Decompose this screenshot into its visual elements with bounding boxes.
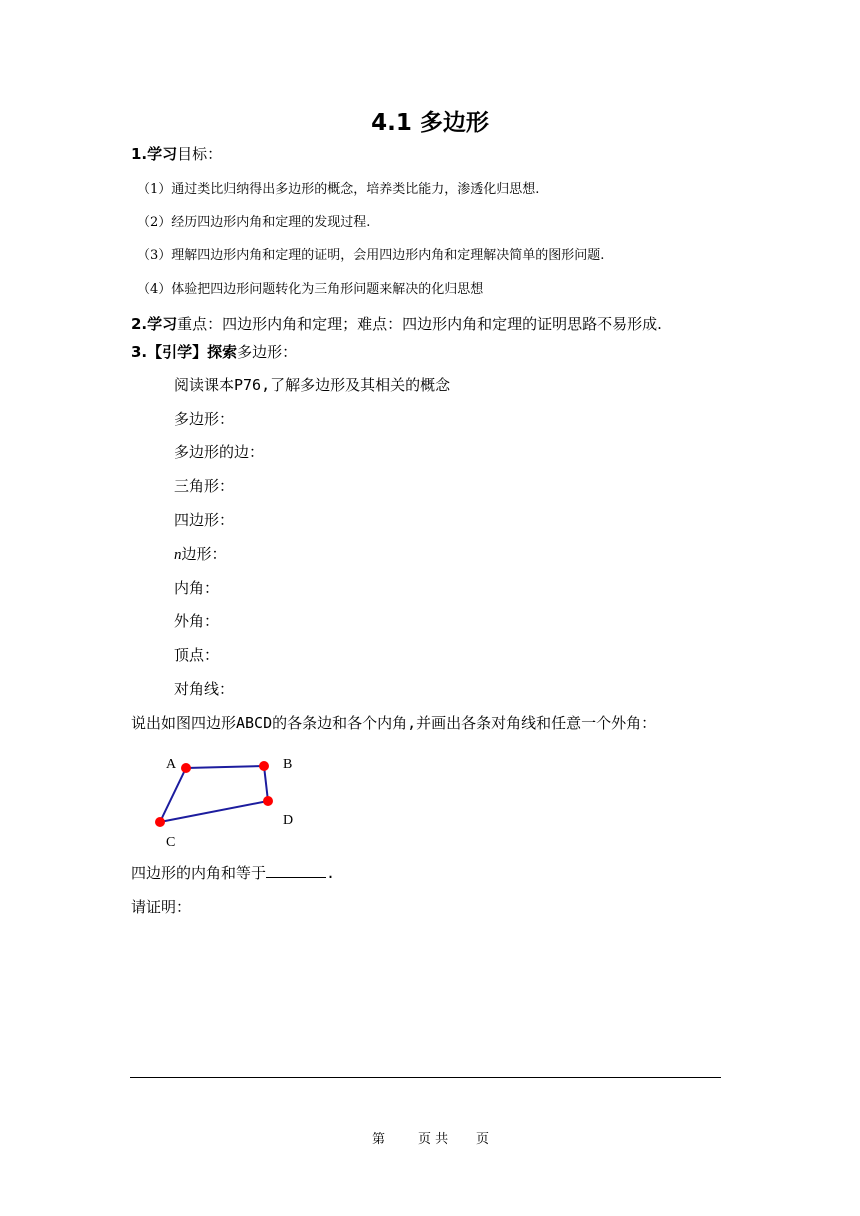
def-n-gon-label: 边形： bbox=[181, 545, 227, 563]
def-polygon: 多边形： bbox=[174, 410, 235, 428]
objectives-heading-rest: 目标： bbox=[177, 145, 223, 163]
vertex-d bbox=[263, 796, 273, 806]
objectives-number: 1. bbox=[131, 145, 148, 163]
proof-prompt: 请证明： bbox=[131, 898, 192, 916]
focus-number: 2. bbox=[131, 315, 148, 333]
focus-heading-bold: 学习 bbox=[147, 315, 178, 333]
label-d: D bbox=[283, 813, 294, 828]
interior-sum-line bbox=[131, 862, 335, 883]
focus-text: 重点：四边形内角和定理；难点：四边形内角和定理的证明思路不易形成. bbox=[177, 315, 662, 333]
footer-page-suffix: 页 bbox=[476, 1132, 490, 1147]
quadrilateral-figure bbox=[150, 750, 310, 855]
reading-instruction: 阅读课本P76,了解多边形及其相关的概念 bbox=[174, 376, 451, 394]
vertex-b bbox=[259, 761, 269, 771]
task-text: 说出如图四边形ABCD的各条边和各个内角,并画出各条对角线和任意一个外角： bbox=[131, 714, 657, 732]
explore-heading bbox=[131, 341, 297, 362]
interior-sum-suffix: . bbox=[326, 864, 336, 882]
vertex-a bbox=[181, 763, 191, 773]
def-vertex: 顶点： bbox=[174, 646, 220, 664]
def-interior-angle: 内角： bbox=[174, 579, 220, 597]
def-diagonal: 对角线： bbox=[174, 680, 235, 698]
label-a: A bbox=[166, 757, 177, 772]
footer-page-mid: 页 共 bbox=[418, 1132, 449, 1147]
n-variable: n bbox=[174, 547, 182, 563]
objective-item-1: （1）通过类比归纳得出多边形的概念，培养类比能力，渗透化归思想. bbox=[137, 182, 540, 197]
answer-blank[interactable] bbox=[266, 863, 326, 878]
footer-page-prefix: 第 bbox=[372, 1132, 386, 1147]
interior-sum-prefix: 四边形的内角和等于 bbox=[131, 864, 267, 882]
explore-heading-rest: 多边形： bbox=[237, 343, 298, 361]
def-triangle: 三角形： bbox=[174, 477, 235, 495]
footer-divider bbox=[130, 1077, 721, 1078]
quadrilateral-outline bbox=[160, 766, 268, 822]
label-c: C bbox=[166, 835, 176, 850]
objectives-heading bbox=[131, 143, 222, 164]
explore-number: 3. bbox=[131, 343, 148, 361]
explore-heading-bold: 【引学】探索 bbox=[147, 343, 238, 361]
def-quadrilateral: 四边形： bbox=[174, 511, 235, 529]
objective-item-2: （2）经历四边形内角和定理的发现过程. bbox=[137, 215, 371, 230]
objective-item-3: （3）理解四边形内角和定理的证明，会用四边形内角和定理解决简单的图形问题. bbox=[137, 248, 605, 263]
objectives-heading-bold: 学习 bbox=[147, 145, 178, 163]
vertex-c bbox=[155, 817, 165, 827]
objective-item-4: （4）体验把四边形问题转化为三角形问题来解决的化归思想 bbox=[137, 282, 484, 297]
focus-heading bbox=[131, 313, 662, 334]
def-exterior-angle: 外角： bbox=[174, 612, 220, 630]
def-n-gon bbox=[174, 543, 227, 564]
def-polygon-side: 多边形的边： bbox=[174, 443, 265, 461]
label-b: B bbox=[283, 757, 293, 772]
page-title: 4.1 多边形 bbox=[371, 110, 489, 136]
